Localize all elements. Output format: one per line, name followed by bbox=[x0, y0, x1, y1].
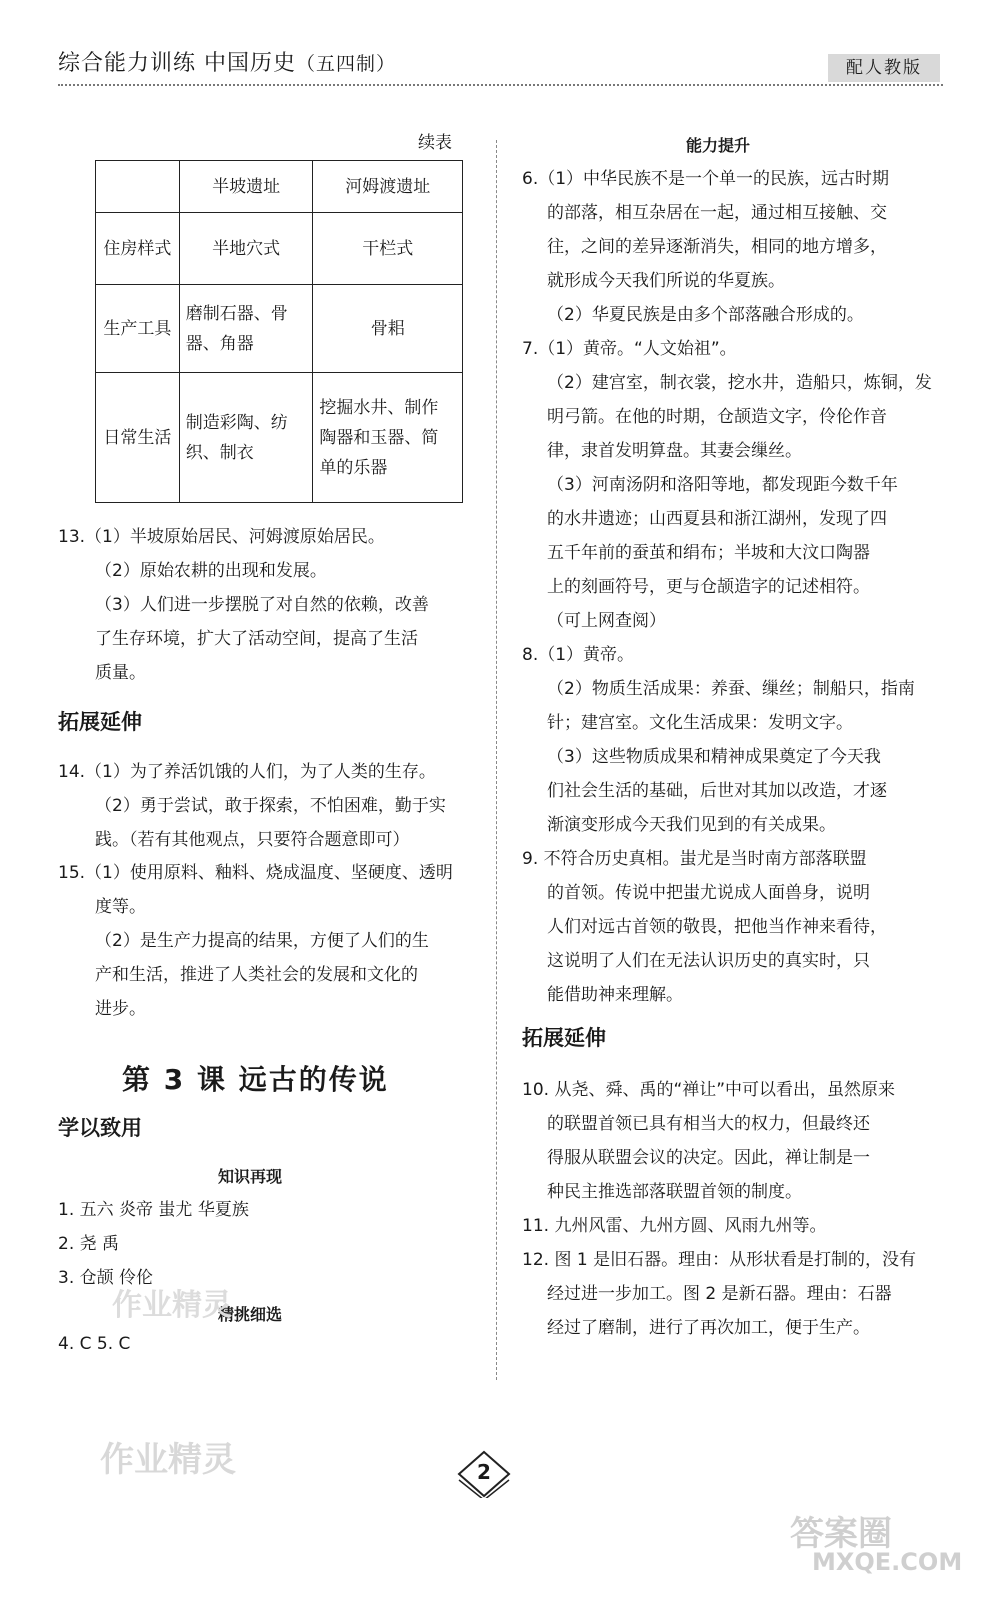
answer-line: 了生存环境，扩大了活动空间，提高了生活 bbox=[95, 629, 418, 649]
table-row bbox=[96, 373, 463, 503]
answer-line: 得服从联盟会议的决定。因此，禅让制是一 bbox=[547, 1148, 870, 1168]
answer-line: 的部落，相互杂居在一起，通过相互接触、交 bbox=[547, 203, 887, 223]
answer-line: 就形成今天我们所说的华夏族。 bbox=[547, 271, 785, 291]
watermark: MXQE.COM bbox=[812, 1548, 963, 1576]
table-row-label: 日常生活 bbox=[96, 373, 180, 503]
answer-line: 10. 从尧、舜、禹的“禅让”中可以看出，虽然原来 bbox=[522, 1080, 896, 1100]
answer-line: 往，之间的差异逐渐消失，相同的地方增多， bbox=[547, 237, 887, 257]
section-heading: 拓展延伸 bbox=[522, 1026, 606, 1050]
running-header-title: 综合能力训练 中国历史（五四制） bbox=[58, 51, 397, 76]
answer-line: 9. 不符合历史真相。蚩尤是当时南方部落联盟 bbox=[522, 849, 867, 869]
table-cell: 挖掘水井、制作 陶器和玉器、简 单的乐器 bbox=[313, 373, 463, 503]
answer-line: （2）原始农耕的出现和发展。 bbox=[95, 561, 327, 581]
table-corner-cell bbox=[96, 161, 180, 213]
answer-line: 12. 图 1 是旧石器。理由：从形状看是打制的，没有 bbox=[522, 1250, 917, 1270]
answer-line: 进步。 bbox=[95, 999, 146, 1019]
answer-line: 产和生活，推进了人类社会的发展和文化的 bbox=[95, 965, 418, 985]
answer-line: 的联盟首领已具有相当大的权力，但最终还 bbox=[547, 1114, 870, 1134]
answer-line: （2）勇于尝试，敢于探索，不怕困难，勤于实 bbox=[95, 796, 446, 816]
answer-line: 8.（1）黄帝。 bbox=[522, 645, 635, 665]
answer-line: （3）河南汤阴和洛阳等地，都发现距今数千年 bbox=[547, 475, 898, 495]
answer-line: 质量。 bbox=[95, 663, 146, 683]
table-cell: 制造彩陶、纺 织、制衣 bbox=[179, 373, 313, 503]
answer-line: 能借助神来理解。 bbox=[547, 985, 683, 1005]
answer-line: （2）物质生活成果：养蚕、缫丝；制船只，指南 bbox=[547, 679, 915, 699]
answer-line: （可上网查阅） bbox=[547, 611, 666, 631]
table-cell: 骨耜 bbox=[313, 285, 463, 373]
column-divider bbox=[496, 140, 497, 1380]
answer-line: 渐演变形成今天我们见到的有关成果。 bbox=[547, 815, 836, 835]
subsection-heading: 精挑细选 bbox=[218, 1305, 283, 1324]
answer-line: 的水井遗迹；山西夏县和浙江湖州，发现了四 bbox=[547, 509, 887, 529]
table-row bbox=[96, 285, 463, 373]
answer-line: 上的刻画符号，更与仓颉造字的记述相符。 bbox=[547, 577, 870, 597]
answer-line: （3）这些物质成果和精神成果奠定了今天我 bbox=[547, 747, 881, 767]
answer-line: 经过了磨制，进行了再次加工，便于生产。 bbox=[547, 1318, 870, 1338]
answer-line: （2）是生产力提高的结果，方便了人们的生 bbox=[95, 931, 429, 951]
answer-line: 1. 五六 炎帝 蚩尤 华夏族 bbox=[58, 1200, 249, 1220]
subsection-heading: 能力提升 bbox=[686, 136, 751, 155]
table-header-row bbox=[96, 161, 463, 213]
answer-line: 践。（若有其他观点，只要符合题意即可） bbox=[95, 830, 410, 850]
table-row-label: 住房样式 bbox=[96, 213, 180, 285]
answer-line: 6.（1）中华民族不是一个单一的民族，远古时期 bbox=[522, 169, 890, 189]
answer-line: （2）华夏民族是由多个部落融合形成的。 bbox=[547, 305, 864, 325]
answer-line: 4. C 5. C bbox=[58, 1334, 131, 1354]
answer-line: 13.（1）半坡原始居民、河姆渡原始居民。 bbox=[58, 527, 385, 547]
answer-line: 这说明了人们在无法认识历史的真实时，只 bbox=[547, 951, 870, 971]
answer-line: 人们对远古首领的敬畏，把他当作神来看待， bbox=[547, 917, 887, 937]
table-col-header: 河姆渡遗址 bbox=[313, 161, 463, 213]
answer-line: 14.（1）为了养活饥饿的人们，为了人类的生存。 bbox=[58, 762, 436, 782]
watermark: 作业精灵 bbox=[112, 1288, 232, 1323]
answer-line: 明弓箭。在他的时期，仓颉造文字，伶伦作音 bbox=[547, 407, 887, 427]
table-cell: 半地穴式 bbox=[179, 213, 313, 285]
table-cell: 磨制石器、骨 器、角器 bbox=[179, 285, 313, 373]
subsection-heading: 知识再现 bbox=[218, 1167, 283, 1186]
table-row-label: 生产工具 bbox=[96, 285, 180, 373]
answer-line: （3）人们进一步摆脱了对自然的依赖，改善 bbox=[95, 595, 429, 615]
table-row bbox=[96, 213, 463, 285]
lesson-title: 第 3 课 远古的传说 bbox=[122, 1063, 389, 1096]
comparison-table bbox=[95, 160, 463, 503]
page-number-badge bbox=[456, 1450, 512, 1498]
table-cell: 干栏式 bbox=[313, 213, 463, 285]
answer-line: 11. 九州风雷、九州方圆、风雨九州等。 bbox=[522, 1216, 827, 1236]
section-heading: 学以致用 bbox=[58, 1116, 142, 1140]
answer-line: 2. 尧 禹 bbox=[58, 1234, 120, 1254]
answer-line: 律，隶首发明算盘。其妻会缫丝。 bbox=[547, 441, 802, 461]
page-number: 2 bbox=[477, 1460, 491, 1484]
answer-line: 7.（1）黄帝。“人文始祖”。 bbox=[522, 339, 737, 359]
table-caption: 续表 bbox=[418, 133, 452, 153]
answer-line: 度等。 bbox=[95, 897, 146, 917]
table-col-header: 半坡遗址 bbox=[179, 161, 313, 213]
answer-line: 经过进一步加工。图 2 是新石器。理由：石器 bbox=[547, 1284, 892, 1304]
header-divider bbox=[58, 84, 943, 86]
watermark: 答案圈 bbox=[790, 1514, 892, 1554]
answer-line: 的首领。传说中把蚩尤说成人面兽身，说明 bbox=[547, 883, 870, 903]
edition-badge: 配人教版 bbox=[828, 54, 940, 82]
answer-line: 五千年前的蚕茧和绢布；半坡和大汶口陶器 bbox=[547, 543, 870, 563]
watermark: 作业精灵 bbox=[100, 1440, 236, 1480]
answer-line: 们社会生活的基础，后世对其加以改造，才逐 bbox=[547, 781, 887, 801]
section-heading: 拓展延伸 bbox=[58, 710, 142, 734]
answer-line: 针；建宫室。文化生活成果：发明文字。 bbox=[547, 713, 853, 733]
answer-line: （2）建宫室，制衣裳，挖水井，造船只，炼铜，发 bbox=[547, 373, 932, 393]
answer-line: 3. 仓颉 伶伦 bbox=[58, 1268, 154, 1288]
answer-line: 种民主推选部落联盟首领的制度。 bbox=[547, 1182, 802, 1202]
answer-line: 15.（1）使用原料、釉料、烧成温度、坚硬度、透明 bbox=[58, 863, 453, 883]
